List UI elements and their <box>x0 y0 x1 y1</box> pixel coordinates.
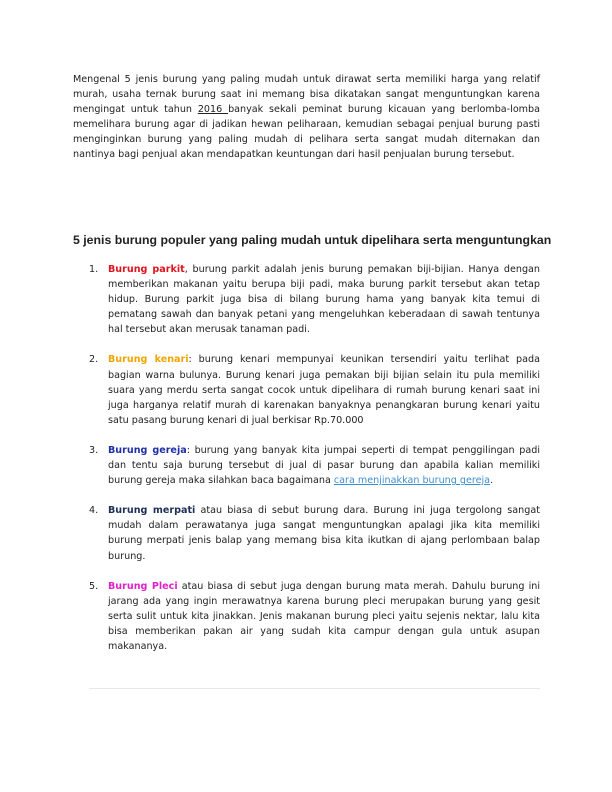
list-item-parkit <box>89 262 540 337</box>
bird-description: , burung parkit adalah jenis burung pemakan biji-bijian. Hanya dengan memberikan makanan yaitu berupa biji padi, maka burung parkit tersebut akan tetap hidup. Burung parkit juga bisa di bilang burung hama yang banyak kita temui di pematang sawah dan banyak petani yang mengeluhkan keberadaan di sawah tentunya hal tersebut akan merusak tanaman padi. <box>108 264 540 336</box>
bird-name-merpati: Burung merpati <box>108 505 196 517</box>
list-number: 3. <box>89 444 99 456</box>
list-item-merpati <box>89 503 540 563</box>
list-number: 5. <box>89 580 99 592</box>
list-number: 4. <box>89 505 99 517</box>
horizontal-divider <box>89 688 540 689</box>
bird-description: atau biasa di sebut juga dengan burung mata merah. Dahulu burung ini jarang ada yang ingin merawatnya karena burung pleci merupakan burung yang gesit serta sulit untuk kita jinakkan. Jenis makanan burung pleci yaitu sejenis nektar, lalu kita bisa memberikan pakan air yang sudah kita campur dengan gula untuk asupan makananya. <box>108 580 541 652</box>
bird-name-gereja: Burung gereja <box>108 444 187 456</box>
section-heading: 5 jenis burung populer yang paling mudah untuk dipelihara serta menguntungkan <box>73 233 552 247</box>
link-trailing-period: . <box>490 475 494 487</box>
intro-year: 2016 <box>197 104 229 116</box>
intro-text-after-year: banyak sekali peminat burung kicauan yang berlomba-lomba memelihara burung agar di jadikan hewan peliharaan, kemudian sebagai penjual burung pasti menginginkan burung yang paling mudah di pelihara serta sangat mudah diternakan dan nantinya bagi penjual akan mendapatkan keuntungan dari hasil penjualan burung tersebut. <box>73 104 540 161</box>
link-cara-menjinakkan-burung-gereja[interactable]: cara menjinakkan burung gereja <box>333 475 491 487</box>
list-number: 2. <box>89 354 99 366</box>
bird-description: atau biasa di sebut burung dara. Burung ini juga tergolong sangat mudah dalam perawatanya juga sangat menguntungkan apalagi jika kita memiliki burung merpati jenis balap yang memang bisa kita ikutkan di ajang perlombaan balap burung. <box>108 505 540 562</box>
bird-name-parkit: Burung parkit <box>108 264 185 275</box>
list-item-pleci <box>89 579 540 654</box>
list-item-kenari <box>89 352 540 427</box>
list-number: 1. <box>89 264 99 275</box>
bird-description: : burung kenari mempunyai keunikan tersendiri yaitu terlihat pada bagian warna bulunya. Burung kenari juga pemakan biji bijian selain itu pula memiliki suara yang merdu serta sangat cocok untuk dipelihara di rumah burung kenari saat ini juga harganya relatif murah di karenakan banyaknya penangkaran burung kenari yaitu satu pasang burung kenari di jual berkisar Rp.70.000 <box>108 354 540 426</box>
list-item-gereja <box>89 443 540 488</box>
bird-name-kenari: Burung kenari <box>108 354 189 366</box>
bird-description: : burung yang banyak kita jumpai seperti di tempat penggilingan padi dan tentu saja burung tersebut di jual di pasar burung dan apabila kalian memiliki burung gereja maka silahkan baca bagaimana <box>108 444 540 487</box>
intro-paragraph <box>73 72 540 163</box>
intro-text-before-year: Mengenal 5 jenis burung yang paling mudah untuk dirawat serta memiliki harga yang relatif murah, usaha ternak burung saat ini memang bisa dikatakan sangat menguntungkan karena mengingat untuk tahun <box>73 74 540 116</box>
bird-name-pleci: Burung Pleci <box>108 580 178 592</box>
bird-list <box>89 262 540 654</box>
